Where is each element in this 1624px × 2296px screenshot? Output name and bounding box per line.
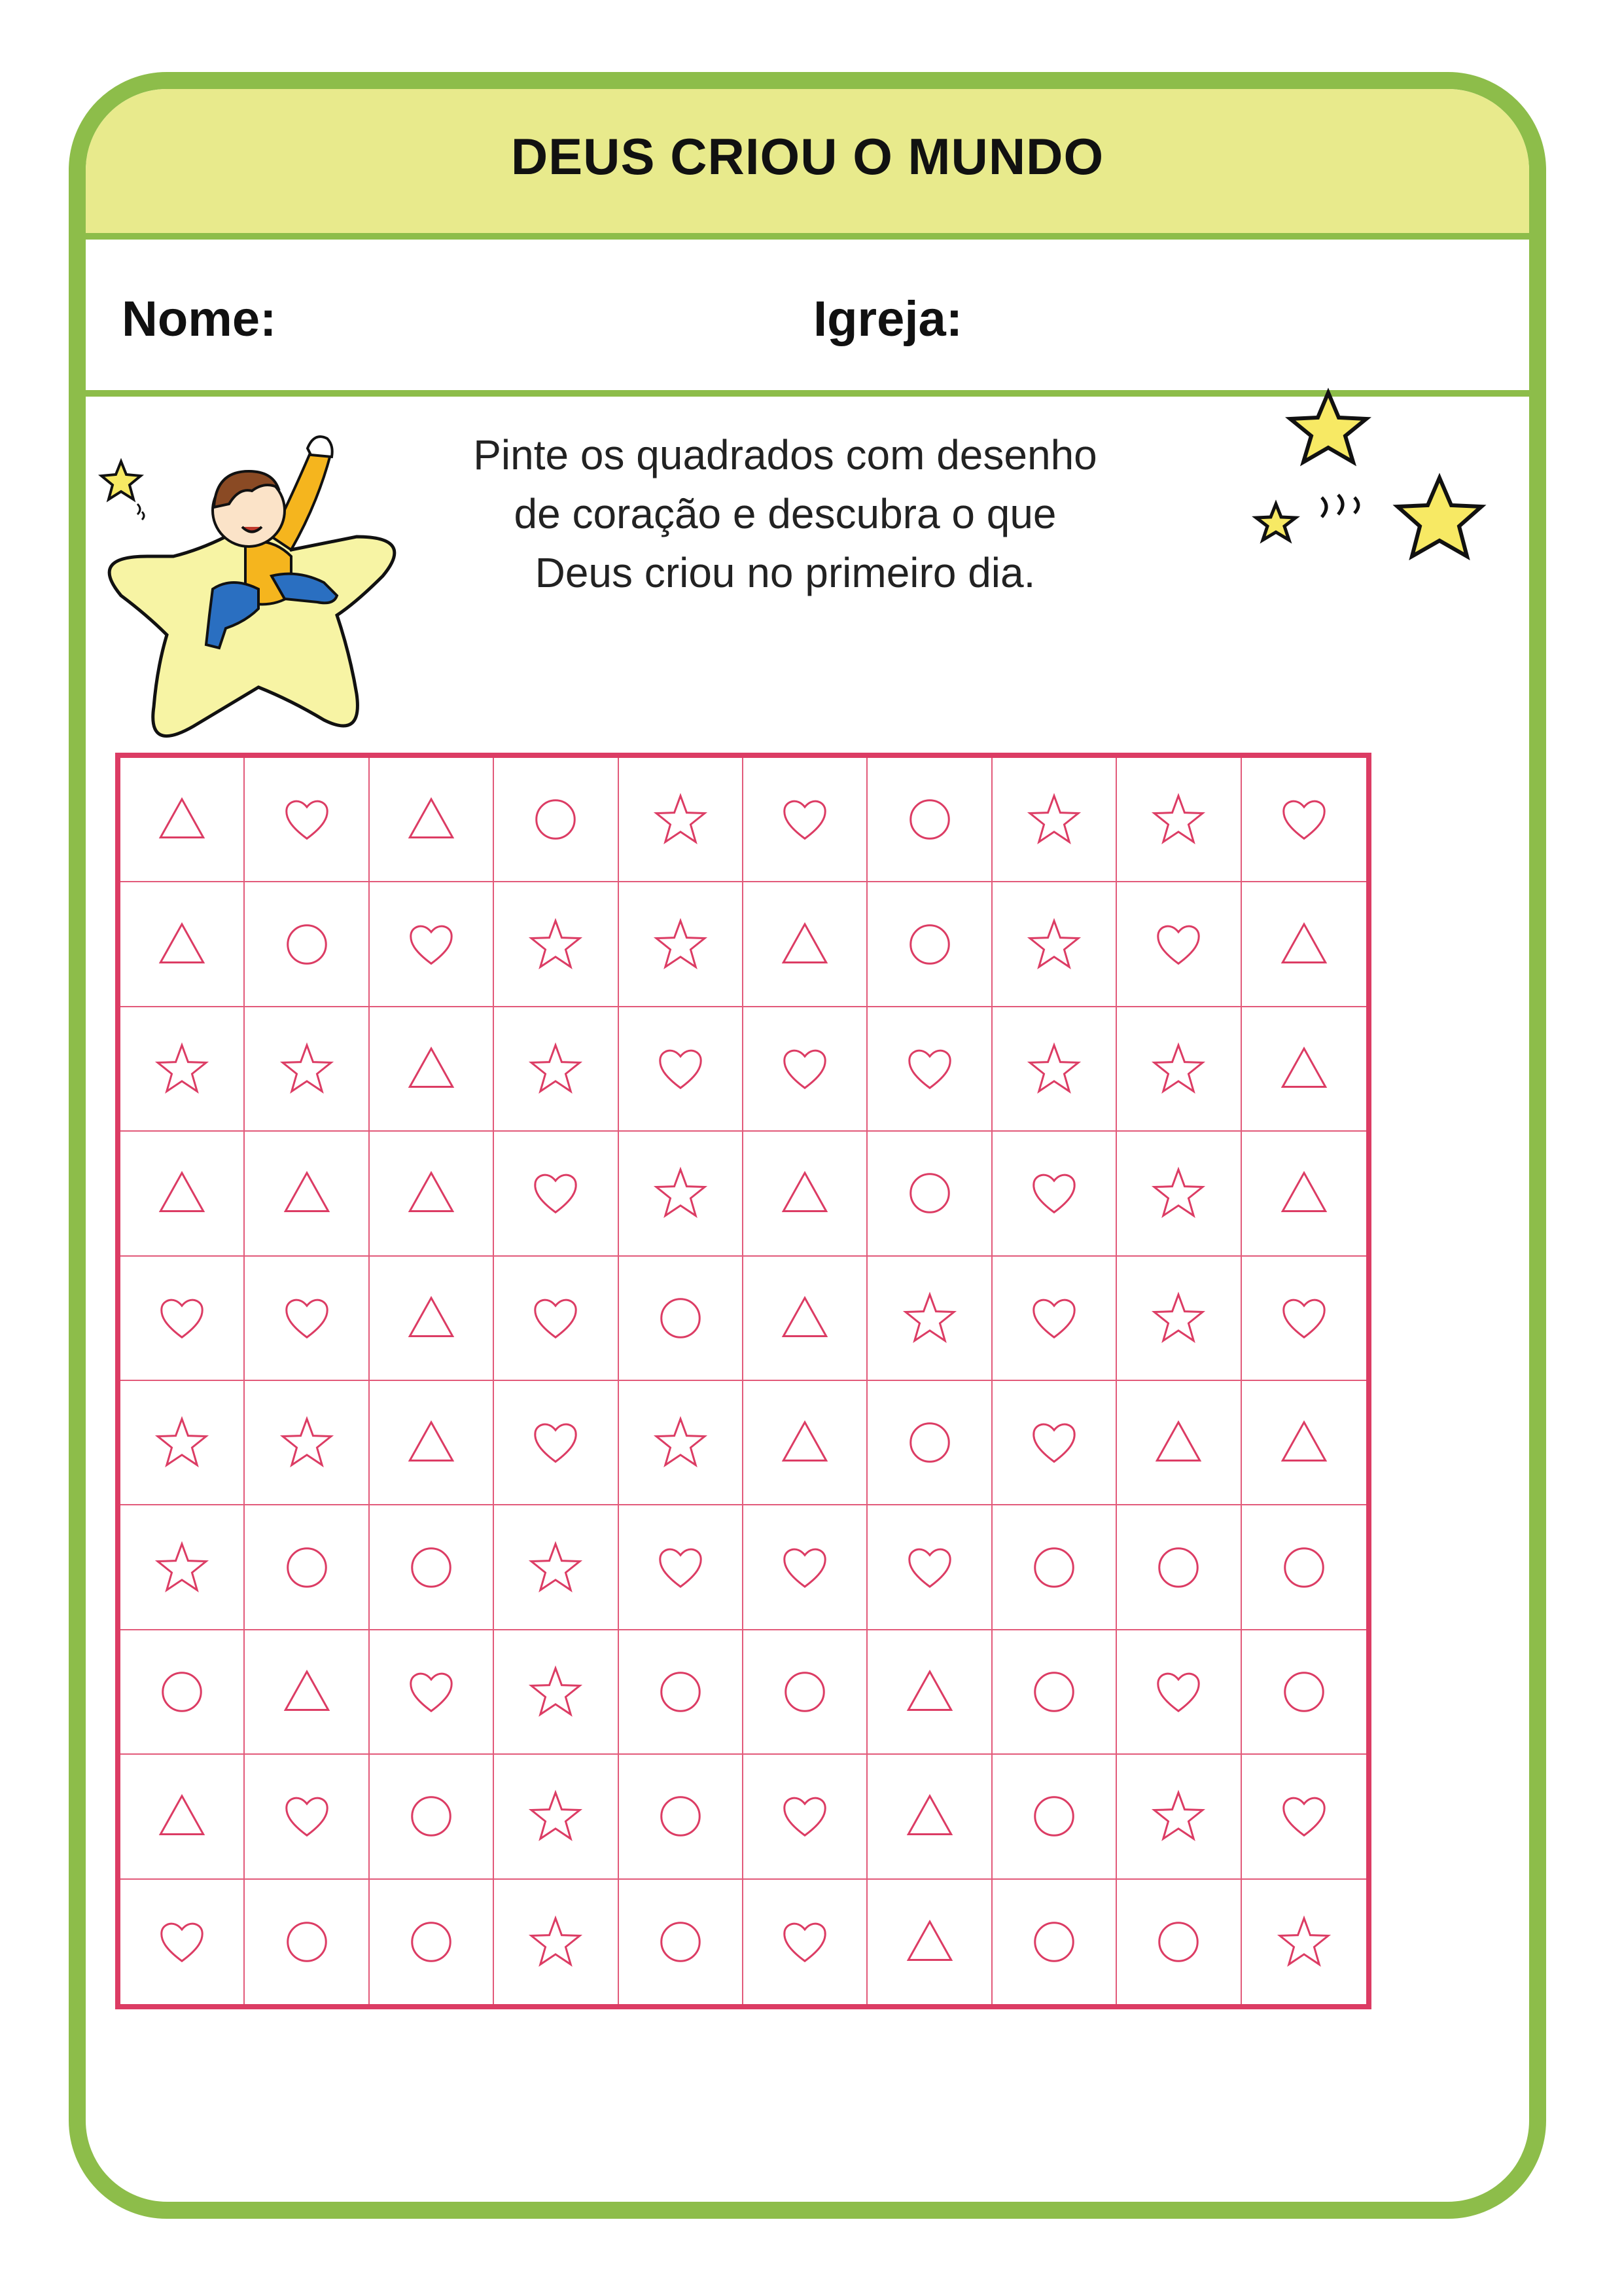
grid-cell[interactable] xyxy=(1117,1132,1241,1256)
grid-cell[interactable] xyxy=(1117,1381,1241,1505)
circle-icon xyxy=(1026,1664,1082,1720)
grid-cell[interactable] xyxy=(868,1755,992,1879)
star-icon xyxy=(527,1788,584,1844)
triangle-icon xyxy=(403,1414,459,1471)
grid-cell[interactable] xyxy=(1117,1755,1241,1879)
heart-icon xyxy=(902,1041,958,1097)
heart-icon xyxy=(527,1165,584,1221)
circle-icon xyxy=(902,1414,958,1471)
grid-cell[interactable] xyxy=(370,1630,494,1755)
grid-cell[interactable] xyxy=(619,1257,743,1381)
grid-cell[interactable] xyxy=(120,1381,245,1505)
star-icon xyxy=(902,1290,958,1346)
grid-cell[interactable] xyxy=(370,1880,494,2004)
grid-cell[interactable] xyxy=(619,1880,743,2004)
circle-icon xyxy=(777,1664,833,1720)
circle-icon xyxy=(652,1788,709,1844)
grid-cell[interactable] xyxy=(494,1505,618,1630)
heart-icon xyxy=(1276,1290,1332,1346)
heart-icon xyxy=(1026,1165,1082,1221)
triangle-icon xyxy=(1276,1041,1332,1097)
circle-icon xyxy=(154,1664,210,1720)
star-icon xyxy=(527,1914,584,1970)
grid-cell[interactable] xyxy=(494,882,618,1007)
grid-cell[interactable] xyxy=(245,1880,369,2004)
heart-icon xyxy=(279,1788,335,1844)
heart-icon xyxy=(154,1290,210,1346)
grid-cell[interactable] xyxy=(245,882,369,1007)
grid-cell[interactable] xyxy=(993,1257,1117,1381)
triangle-icon xyxy=(154,916,210,973)
grid-cell[interactable] xyxy=(993,1505,1117,1630)
heart-icon xyxy=(279,1290,335,1346)
circle-icon xyxy=(279,1914,335,1970)
triangle-icon xyxy=(154,1788,210,1844)
grid-cell[interactable] xyxy=(370,1505,494,1630)
grid-cell[interactable] xyxy=(993,1755,1117,1879)
church-field-label: Igreja: xyxy=(813,291,963,347)
grid-cell[interactable] xyxy=(370,1007,494,1132)
star-icon xyxy=(527,1041,584,1097)
grid-cell[interactable] xyxy=(619,1381,743,1505)
circle-icon xyxy=(1026,1788,1082,1844)
triangle-icon xyxy=(1276,1165,1332,1221)
grid-cell[interactable] xyxy=(120,1132,245,1256)
grid-cell[interactable] xyxy=(868,1381,992,1505)
triangle-icon xyxy=(154,791,210,848)
circle-icon xyxy=(652,1664,709,1720)
circle-icon xyxy=(279,916,335,973)
grid-cell[interactable] xyxy=(743,882,868,1007)
grid-cell[interactable] xyxy=(743,1880,868,2004)
grid-cell[interactable] xyxy=(1117,882,1241,1007)
grid-cell[interactable] xyxy=(619,1630,743,1755)
star-icon xyxy=(1150,1788,1207,1844)
heart-icon xyxy=(154,1914,210,1970)
grid-cell[interactable] xyxy=(1242,882,1366,1007)
star-icon xyxy=(154,1041,210,1097)
grid-cell[interactable] xyxy=(494,1007,618,1132)
grid-cell[interactable] xyxy=(868,1007,992,1132)
heart-icon xyxy=(527,1414,584,1471)
triangle-icon xyxy=(777,1414,833,1471)
grid-cell[interactable] xyxy=(993,882,1117,1007)
circle-icon xyxy=(403,1914,459,1970)
circle-icon xyxy=(652,1290,709,1346)
heart-icon xyxy=(777,1788,833,1844)
grid-cell[interactable] xyxy=(1117,1257,1241,1381)
instruction-line: Pinte os quadrados com desenho xyxy=(473,431,1097,478)
triangle-icon xyxy=(902,1664,958,1720)
circle-icon xyxy=(1026,1539,1082,1596)
grid-cell[interactable] xyxy=(1117,1880,1241,2004)
grid-cell[interactable] xyxy=(1242,1132,1366,1256)
grid-cell[interactable] xyxy=(494,758,618,882)
heart-icon xyxy=(652,1539,709,1596)
star-icon xyxy=(652,916,709,973)
grid-cell[interactable] xyxy=(1242,1880,1366,2004)
instruction-line: de coração e descubra o que xyxy=(514,490,1057,537)
grid-cell[interactable] xyxy=(120,1755,245,1879)
grid-cell[interactable] xyxy=(245,1257,369,1381)
star-icon xyxy=(154,1539,210,1596)
grid-cell[interactable] xyxy=(868,882,992,1007)
grid-cell[interactable] xyxy=(370,1755,494,1879)
grid-cell[interactable] xyxy=(993,1007,1117,1132)
star-icon xyxy=(279,1041,335,1097)
heart-icon xyxy=(1276,1788,1332,1844)
triangle-icon xyxy=(1150,1414,1207,1471)
grid-cell[interactable] xyxy=(494,1132,618,1256)
star-icon xyxy=(1150,791,1207,848)
grid-cell[interactable] xyxy=(1242,1007,1366,1132)
grid-cell[interactable] xyxy=(1117,1505,1241,1630)
grid-cell[interactable] xyxy=(619,758,743,882)
heart-icon xyxy=(403,916,459,973)
grid-cell[interactable] xyxy=(993,1132,1117,1256)
grid-cell[interactable] xyxy=(743,1630,868,1755)
grid-cell[interactable] xyxy=(743,1755,868,1879)
star-icon xyxy=(1150,1290,1207,1346)
circle-icon xyxy=(403,1539,459,1596)
grid-cell[interactable] xyxy=(619,882,743,1007)
star-icon xyxy=(1026,791,1082,848)
star-icon xyxy=(154,1414,210,1471)
circle-icon xyxy=(1026,1914,1082,1970)
circle-icon xyxy=(902,1165,958,1221)
triangle-icon xyxy=(279,1664,335,1720)
grid-cell[interactable] xyxy=(245,1630,369,1755)
grid-cell[interactable] xyxy=(494,1755,618,1879)
triangle-icon xyxy=(777,1290,833,1346)
star-icon xyxy=(279,1414,335,1471)
grid-cell[interactable] xyxy=(743,1381,868,1505)
coloring-grid xyxy=(115,753,1371,2009)
star-icon xyxy=(1150,1041,1207,1097)
circle-icon xyxy=(527,791,584,848)
grid-cell[interactable] xyxy=(494,1630,618,1755)
grid-cell[interactable] xyxy=(120,1007,245,1132)
triangle-icon xyxy=(403,1290,459,1346)
triangle-icon xyxy=(1276,916,1332,973)
grid-cell[interactable] xyxy=(120,758,245,882)
grid-cell[interactable] xyxy=(993,1381,1117,1505)
star-icon xyxy=(652,1165,709,1221)
grid-cell[interactable] xyxy=(370,1257,494,1381)
grid-cell[interactable] xyxy=(245,1007,369,1132)
grid-cell[interactable] xyxy=(245,758,369,882)
boy-on-star-illustration xyxy=(75,340,442,772)
triangle-icon xyxy=(403,791,459,848)
grid-cell[interactable] xyxy=(619,1007,743,1132)
name-field-label: Nome: xyxy=(122,291,277,347)
grid-cell[interactable] xyxy=(1242,1257,1366,1381)
grid-cell[interactable] xyxy=(1242,1630,1366,1755)
circle-icon xyxy=(652,1914,709,1970)
grid-cell[interactable] xyxy=(120,1880,245,2004)
grid-cell[interactable] xyxy=(120,1257,245,1381)
grid-cell[interactable] xyxy=(1117,758,1241,882)
grid-cell[interactable] xyxy=(370,1132,494,1256)
star-icon xyxy=(652,791,709,848)
grid-cell[interactable] xyxy=(370,758,494,882)
grid-cell[interactable] xyxy=(619,1132,743,1256)
heart-icon xyxy=(279,791,335,848)
grid-cell[interactable] xyxy=(1117,1007,1241,1132)
heart-icon xyxy=(1150,916,1207,973)
star-icon xyxy=(1026,916,1082,973)
grid-cell[interactable] xyxy=(1242,1505,1366,1630)
heart-icon xyxy=(1026,1290,1082,1346)
title-bar xyxy=(86,89,1529,240)
circle-icon xyxy=(902,916,958,973)
grid-cell[interactable] xyxy=(370,1381,494,1505)
star-icon xyxy=(1150,1165,1207,1221)
circle-icon xyxy=(279,1539,335,1596)
grid-cell[interactable] xyxy=(120,1505,245,1630)
grid-cell[interactable] xyxy=(1242,758,1366,882)
circle-icon xyxy=(902,791,958,848)
grid-cell[interactable] xyxy=(993,758,1117,882)
grid-cell[interactable] xyxy=(494,1381,618,1505)
grid-cell[interactable] xyxy=(245,1755,369,1879)
grid-cell[interactable] xyxy=(120,882,245,1007)
star-icon xyxy=(527,916,584,973)
shooting-stars-illustration xyxy=(1243,367,1518,615)
page-title: DEUS CRIOU O MUNDO xyxy=(510,127,1104,185)
heart-icon xyxy=(652,1041,709,1097)
grid-cell[interactable] xyxy=(1242,1755,1366,1879)
grid-cell[interactable] xyxy=(120,1630,245,1755)
grid-cell[interactable] xyxy=(993,1630,1117,1755)
triangle-icon xyxy=(403,1041,459,1097)
heart-icon xyxy=(1026,1414,1082,1471)
circle-icon xyxy=(1150,1539,1207,1596)
heart-icon xyxy=(902,1539,958,1596)
grid-cell[interactable] xyxy=(868,1132,992,1256)
star-icon xyxy=(1026,1041,1082,1097)
grid-cell[interactable] xyxy=(1242,1381,1366,1505)
grid-cell[interactable] xyxy=(370,882,494,1007)
grid-cell[interactable] xyxy=(245,1505,369,1630)
grid-cell[interactable] xyxy=(993,1880,1117,2004)
circle-icon xyxy=(403,1788,459,1844)
heart-icon xyxy=(1276,791,1332,848)
heart-icon xyxy=(777,1914,833,1970)
heart-icon xyxy=(777,1539,833,1596)
instruction-line: Deus criou no primeiro dia. xyxy=(535,549,1036,596)
grid-cell[interactable] xyxy=(868,1257,992,1381)
grid-cell[interactable] xyxy=(494,1880,618,2004)
grid-cell[interactable] xyxy=(743,1505,868,1630)
heart-icon xyxy=(403,1664,459,1720)
circle-icon xyxy=(1150,1914,1207,1970)
star-icon xyxy=(652,1414,709,1471)
circle-icon xyxy=(1276,1664,1332,1720)
grid-cell[interactable] xyxy=(245,1132,369,1256)
triangle-icon xyxy=(154,1165,210,1221)
grid-cell[interactable] xyxy=(619,1505,743,1630)
grid-cell[interactable] xyxy=(743,758,868,882)
heart-icon xyxy=(777,791,833,848)
grid-cell[interactable] xyxy=(743,1007,868,1132)
star-icon xyxy=(527,1664,584,1720)
star-icon xyxy=(1276,1914,1332,1970)
heart-icon xyxy=(777,1041,833,1097)
triangle-icon xyxy=(403,1165,459,1221)
triangle-icon xyxy=(1276,1414,1332,1471)
triangle-icon xyxy=(279,1165,335,1221)
heart-icon xyxy=(1150,1664,1207,1720)
triangle-icon xyxy=(777,916,833,973)
instructions-text xyxy=(393,425,1178,602)
grid-cell[interactable] xyxy=(245,1381,369,1505)
grid-cell[interactable] xyxy=(743,1257,868,1381)
grid-cell[interactable] xyxy=(619,1755,743,1879)
grid-cell[interactable] xyxy=(868,1505,992,1630)
circle-icon xyxy=(1276,1539,1332,1596)
star-icon xyxy=(527,1539,584,1596)
grid-cell[interactable] xyxy=(743,1132,868,1256)
triangle-icon xyxy=(902,1914,958,1970)
grid-cell[interactable] xyxy=(494,1257,618,1381)
grid-cell[interactable] xyxy=(1117,1630,1241,1755)
grid-cell[interactable] xyxy=(868,1630,992,1755)
grid-cell[interactable] xyxy=(868,1880,992,2004)
grid-cell[interactable] xyxy=(868,758,992,882)
triangle-icon xyxy=(777,1165,833,1221)
heart-icon xyxy=(527,1290,584,1346)
triangle-icon xyxy=(902,1788,958,1844)
